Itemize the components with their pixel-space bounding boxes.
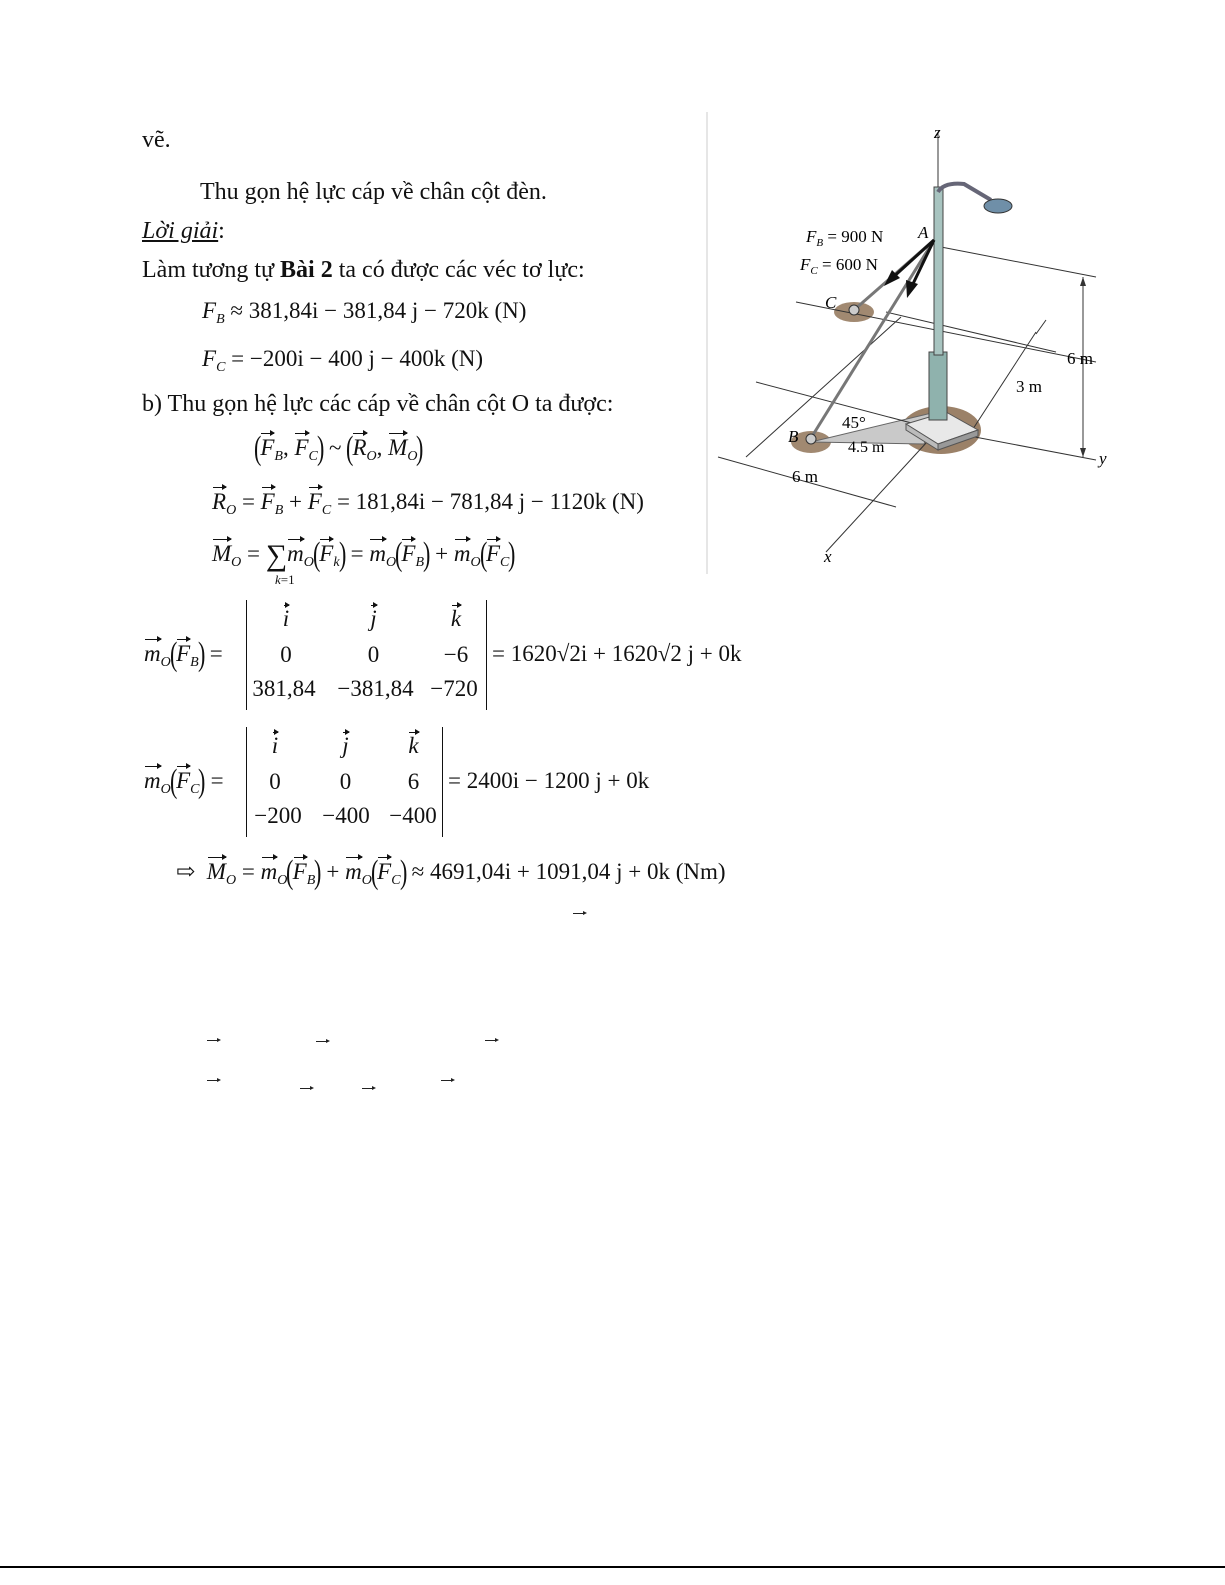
solution-heading	[142, 217, 225, 245]
mfc-lhs: $m_O(F_C)$ =	[144, 763, 224, 800]
axis-z-label: z	[934, 123, 941, 142]
fc-equation: $F_C = -200i - 400$ j − 400k (N)	[202, 346, 483, 375]
det-fb-r1c1: 0	[280, 642, 292, 667]
det-fc-r1c3: 6	[407, 769, 420, 794]
stray-arrow-mark	[485, 1040, 497, 1041]
bai2-ref: Bài 2	[280, 257, 333, 283]
method-part2: ta có được các véc tơ lực:	[332, 257, 585, 283]
det-fc	[246, 727, 444, 837]
dim-6m-vertical: 6 m	[1067, 349, 1093, 368]
det-fc-j: j	[342, 733, 349, 758]
det-fb-r2c3: −720	[430, 676, 478, 701]
det-fb-k: k	[450, 606, 462, 631]
det-fb-r1c2: 0	[367, 642, 380, 667]
point-b-label: B	[788, 427, 799, 446]
solution-colon: :	[218, 218, 225, 244]
mo-sum-equation: $M_O = \sum m_O(F_k) = m_O(F_B) + m_O(F_C)$	[212, 536, 516, 573]
dim-3m: 3 m	[1016, 377, 1042, 396]
mfc-result: = 2400i − 1200 j + 0k	[448, 768, 650, 793]
det-fc-r2c3: −400	[389, 803, 437, 828]
fc-figure-label: $F_C = 600$ N	[800, 255, 878, 277]
det-fb-r1c3: −6	[443, 642, 469, 667]
dim-45-deg: 45°	[842, 413, 866, 432]
mo-value: ≈ 4691,04i + 1091,04 j + 0k (Nm)	[411, 859, 726, 884]
method-line	[142, 256, 585, 284]
lamppost-figure	[706, 112, 1126, 574]
det-fc-r2c1: −200	[254, 803, 302, 828]
fb-figure-label: $F_B = 900$ N	[806, 227, 884, 249]
equivalence-equation: ($F_B$, $F_C$) ~ ($R_O$, $M_O$)	[253, 430, 424, 467]
fb-value: ≈ 381,84i − 381,84 j − 720k (N)	[230, 298, 527, 323]
dim-6m-base: 6 m	[792, 467, 818, 486]
dim-4-5m: 4.5 m	[848, 439, 885, 456]
det-fc-r2c2: −400	[322, 803, 370, 828]
det-fc-i: i	[271, 733, 279, 758]
stray-arrow-mark	[441, 1080, 453, 1081]
axis-y-label: y	[1099, 449, 1107, 468]
part-b-line: b) Thu gọn hệ lực các cáp về chân cột O ta được:	[142, 391, 614, 417]
stray-arrow-mark	[316, 1041, 328, 1042]
point-a-label: A	[918, 223, 929, 242]
stray-arrow-mark	[300, 1088, 312, 1089]
method-part1: Làm tương tự	[142, 257, 281, 283]
det-fc-r1c2: 0	[339, 769, 352, 794]
fc-value: = −200i − 400 j − 400k (N)	[231, 346, 483, 371]
mo-final-equation: ⇨ $M_O = m_O(F_B) + m_O(F_C) \approx 4691,04i + 1091,04$ j + 0k (Nm)	[176, 854, 726, 891]
stray-arrow-mark	[207, 1080, 219, 1081]
page-bottom-rule	[0, 1566, 1225, 1568]
ro-equation: $R_O = F_B + F_C = 181,84i - 781,84$ j − 1120k (N)	[212, 489, 644, 518]
intro-line: Thu gọn hệ lực cáp về chân cột đèn.	[200, 179, 547, 205]
ro-value: = 181,84i − 781,84 j − 1120k (N)	[336, 489, 644, 514]
stray-arrow-mark	[207, 1040, 219, 1041]
point-c-label: C	[825, 293, 837, 312]
det-fb-r2c1: 381,84	[252, 676, 316, 701]
det-fb-j: j	[370, 606, 377, 631]
axis-x-label: x	[824, 547, 832, 566]
fb-equation: $F_B \approx 381,84i - 381,84$ j − 720k (N)	[202, 298, 527, 327]
mfb-lhs: $m_O(F_B)$ =	[144, 636, 223, 673]
text-ve: vẽ.	[142, 127, 171, 153]
det-fb	[246, 600, 488, 710]
stray-arrow-mark	[573, 913, 585, 914]
solution-label: Lời giải	[142, 218, 219, 244]
det-fc-r1c1: 0	[269, 769, 281, 794]
stray-arrow-mark	[362, 1088, 374, 1089]
det-fc-k: k	[408, 733, 419, 758]
implies-arrow: ⇨	[176, 859, 196, 884]
sum-index: k=1	[275, 572, 295, 587]
det-fb-i: i	[282, 606, 290, 631]
mfb-result: = 1620√2i + 1620√2 j + 0k	[492, 641, 742, 666]
det-fb-r2c2: −381,84	[337, 676, 414, 701]
